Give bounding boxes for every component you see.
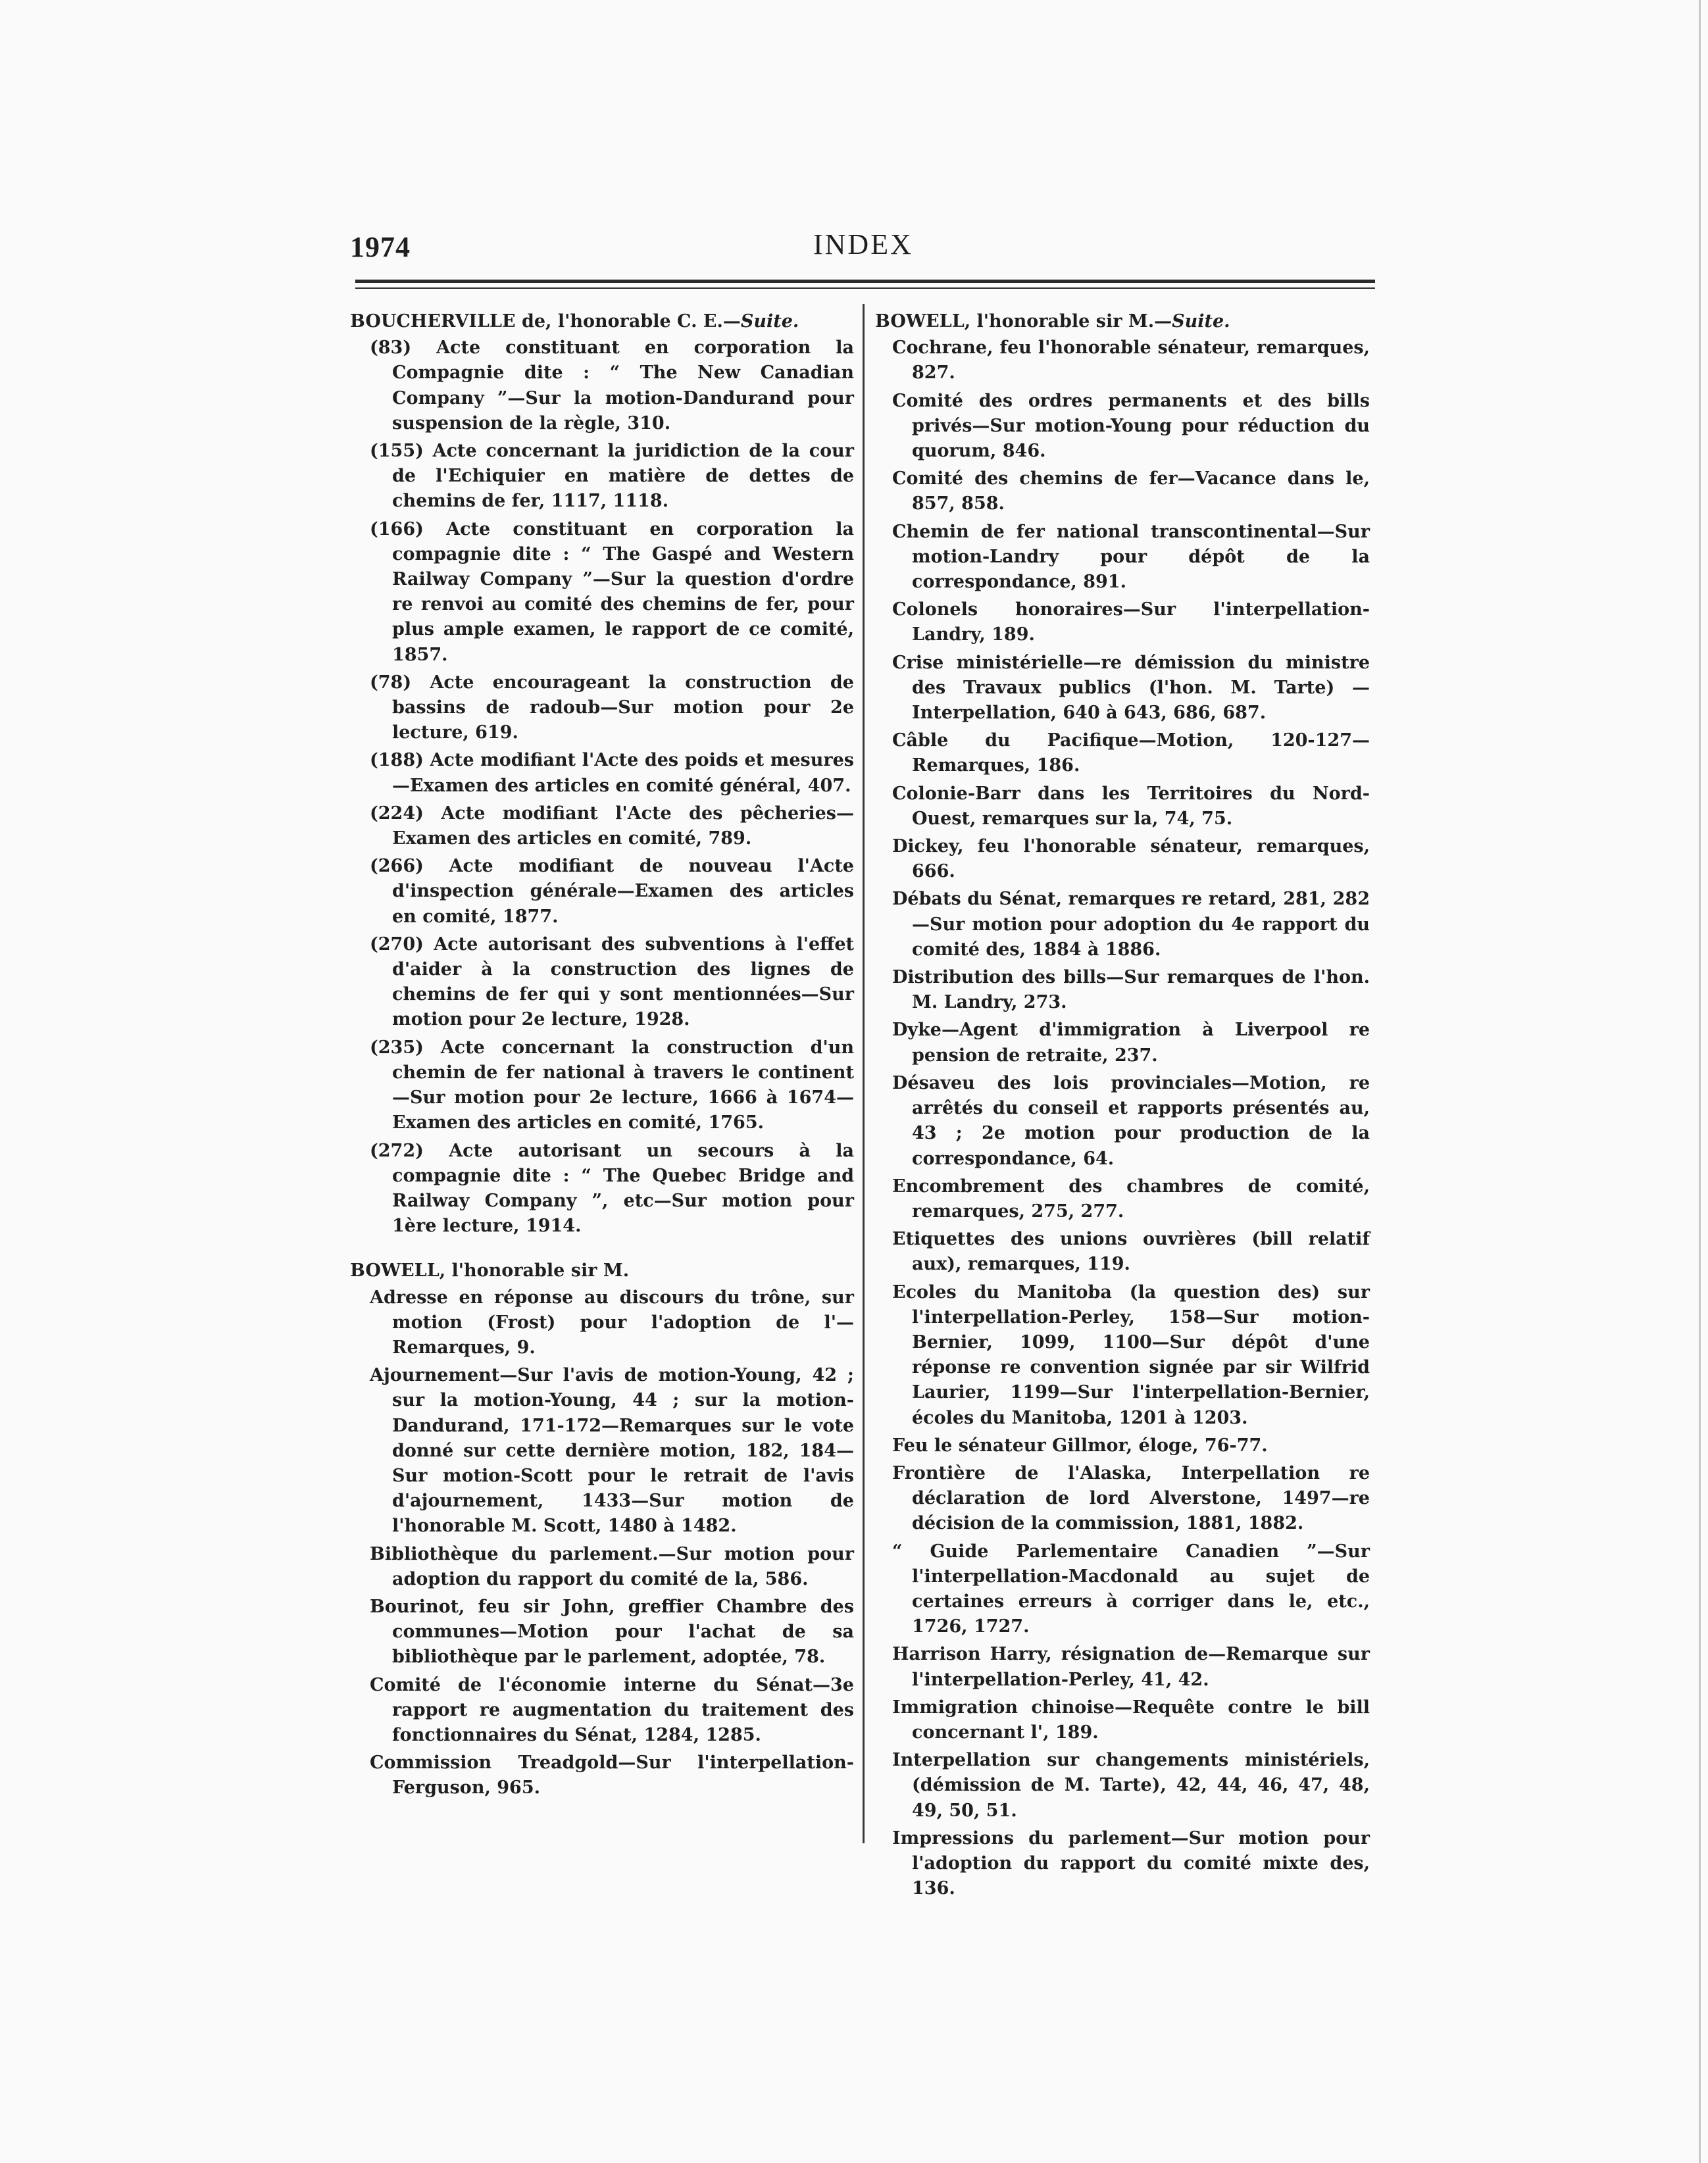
index-entry: Chemin de fer national transcontinental—Sur motion-Landry pour dépôt de la correspondance, 891.: [892, 521, 1370, 593]
index-entry: “ Guide Parlementaire Canadien ”—Sur l'interpellation-Macdonald au sujet de certaines erreurs à corriger dans le, etc., 1726, 1727.: [892, 1541, 1370, 1637]
index-entry: Débats du Sénat, remarques re retard, 281, 282—Sur motion pour adoption du 4e rapport du comité des, 1884 à 1886.: [892, 889, 1370, 960]
index-entry: (188) Acte modifiant l'Acte des poids et mesures—Examen des articles en comité général, 407.: [370, 750, 854, 796]
page-edge: [1699, 0, 1701, 2163]
index-entry: Colonels honoraires—Sur l'interpellation-Landry, 189.: [892, 599, 1370, 645]
index-entry: (78) Acte encourageant la construction de bassins de radoub—Sur motion pour 2e lecture, 619.: [370, 672, 854, 743]
index-entry: Etiquettes des unions ouvrières (bill relatif aux), remarques, 119.: [892, 1229, 1370, 1275]
index-entry: Comité des chemins de fer—Vacance dans le, 857, 858.: [892, 468, 1370, 514]
index-entry: Comité des ordres permanents et des bills privés—Sur motion-Young pour réduction du quorum, 846.: [892, 390, 1370, 462]
index-entry: Immigration chinoise—Requête contre le bill concernant l', 189.: [892, 1697, 1370, 1743]
page-title: INDEX: [813, 228, 913, 261]
heading-text: BOUCHERVILLE de, l'honorable C. E.—: [350, 311, 741, 332]
index-entry: (224) Acte modifiant l'Acte des pêcheries—Examen des articles en comité, 789.: [370, 803, 854, 849]
header-rule: [355, 280, 1375, 283]
heading-text: BOWELL, l'honorable sir M.—: [875, 311, 1172, 332]
index-entry: (266) Acte modifiant de nouveau l'Acte d'inspection générale—Examen des articles en comité, 1877.: [370, 856, 854, 927]
index-entry: Frontière de l'Alaska, Interpellation re déclaration de lord Alverstone, 1497—re décision de la commission, 1881, 1882.: [892, 1462, 1370, 1534]
index-entry: Colonie-Barr dans les Territoires du Nord-Ouest, remarques sur la, 74, 75.: [892, 783, 1370, 829]
index-entry: (83) Acte constituant en corporation la Compagnie dite : “ The New Canadian Company ”—Sur la motion-Dandurand pour suspension de la règle, 310.: [370, 337, 854, 434]
heading-suite: Suite.: [740, 311, 799, 332]
index-entry: Dyke—Agent d'immigration à Liverpool re pension de retraite, 237.: [892, 1020, 1370, 1066]
page-number: 1974: [350, 231, 411, 263]
section-heading: BOWELL, l'honorable sir M.: [350, 1260, 630, 1281]
index-entry: (235) Acte concernant la construction d'un chemin de fer national à travers le continent—Sur motion pour 2e lecture, 1666 à 1674—Examen des articles en comité, 1765.: [370, 1037, 854, 1133]
index-entry: Adresse en réponse au discours du trône, sur motion (Frost) pour l'adoption de l'—Remarques, 9.: [370, 1287, 854, 1358]
index-entry: (166) Acte constituant en corporation la compagnie dite : “ The Gaspé and Western Railway Company ”—Sur la question d'ordre re renvoi au comité des chemins de fer, pour plus ample examen, le rapport de ce comité, 1857.: [370, 518, 854, 665]
index-entry: Impressions du parlement—Sur motion pour l'adoption du rapport du comité mixte des, 136.: [892, 1827, 1370, 1899]
index-entry: Interpellation sur changements ministériels, (démission de M. Tarte), 42, 44, 46, 47, 48, 49, 50, 51.: [892, 1750, 1370, 1821]
index-entry: Crise ministérielle—re démission du ministre des Travaux publics (l'hon. M. Tarte) —Interpellation, 640 à 643, 686, 687.: [892, 652, 1370, 724]
index-entry: (270) Acte autorisant des subventions à l'effet d'aider à la construction des lignes de chemins de fer qui y sont mentionnées—Sur motion pour 2e lecture, 1928.: [370, 933, 854, 1030]
index-entry: Feu le sénateur Gillmor, éloge, 76-77.: [892, 1435, 1268, 1456]
index-entry: (155) Acte concernant la juridiction de la cour de l'Echiquier en matière de dettes de chemins de fer, 1117, 1118.: [370, 441, 854, 512]
column-divider: [863, 304, 865, 1843]
index-entry: Cochrane, feu l'honorable sénateur, remarques, 827.: [892, 337, 1370, 384]
index-entry: Harrison Harry, résignation de—Remarque sur l'interpellation-Perley, 41, 42.: [892, 1644, 1370, 1690]
section-heading: [350, 309, 854, 334]
section-heading: [875, 309, 1370, 334]
right-column: [875, 309, 1370, 1904]
index-entry: Câble du Pacifique—Motion, 120-127—Remarques, 186.: [892, 730, 1370, 776]
header-rule-thin: [355, 287, 1375, 289]
index-entry: Encombrement des chambres de comité, remarques, 275, 277.: [892, 1176, 1370, 1222]
index-entry: (272) Acte autorisant un secours à la compagnie dite : “ The Quebec Bridge and Railway Company ”, etc—Sur motion pour 1ère lecture, 1914.: [370, 1140, 854, 1237]
index-entry: Désaveu des lois provinciales—Motion, re arrêtés du conseil et rapports présentés au, 43 ; 2e motion pour production de la correspondance, 64.: [892, 1072, 1370, 1169]
index-entry: Bourinot, feu sir John, greffier Chambre des communes—Motion pour l'achat de sa bibliothèque par le parlement, adoptée, 78.: [370, 1596, 854, 1668]
section-gap: [350, 1241, 854, 1258]
index-entry: Ajournement—Sur l'avis de motion-Young, 42 ; sur la motion-Young, 44 ; sur la motion-Dandurand, 171-172—Remarques sur le vote donné sur cette dernière motion, 182, 184—Sur motion-Scott pour le retrait de l'avis d'ajournement, 1433—Sur motion de l'honorable M. Scott, 1480 à 1482.: [370, 1365, 854, 1537]
index-entry: Ecoles du Manitoba (la question des) sur l'interpellation-Perley, 158—Sur motion-Bernier, 1099, 1100—Sur dépôt d'une réponse re convention signée par sir Wilfrid Laurier, 1199—Sur l'interpellation-Bernier, écoles du Manitoba, 1201 à 1203.: [892, 1281, 1370, 1428]
index-entry: Dickey, feu l'honorable sénateur, remarques, 666.: [892, 836, 1370, 882]
heading-suite: Suite.: [1172, 311, 1230, 332]
index-entry: Comité de l'économie interne du Sénat—3e rapport re augmentation du traitement des fonctionnaires du Sénat, 1284, 1285.: [370, 1674, 854, 1745]
index-entry: Distribution des bills—Sur remarques de l'hon. M. Landry, 273.: [892, 967, 1370, 1013]
index-entry: Commission Treadgold—Sur l'interpellation-Ferguson, 965.: [370, 1753, 854, 1799]
left-column: [350, 309, 854, 1804]
index-entry: Bibliothèque du parlement.—Sur motion pour adoption du rapport du comité de la, 586.: [370, 1543, 854, 1589]
